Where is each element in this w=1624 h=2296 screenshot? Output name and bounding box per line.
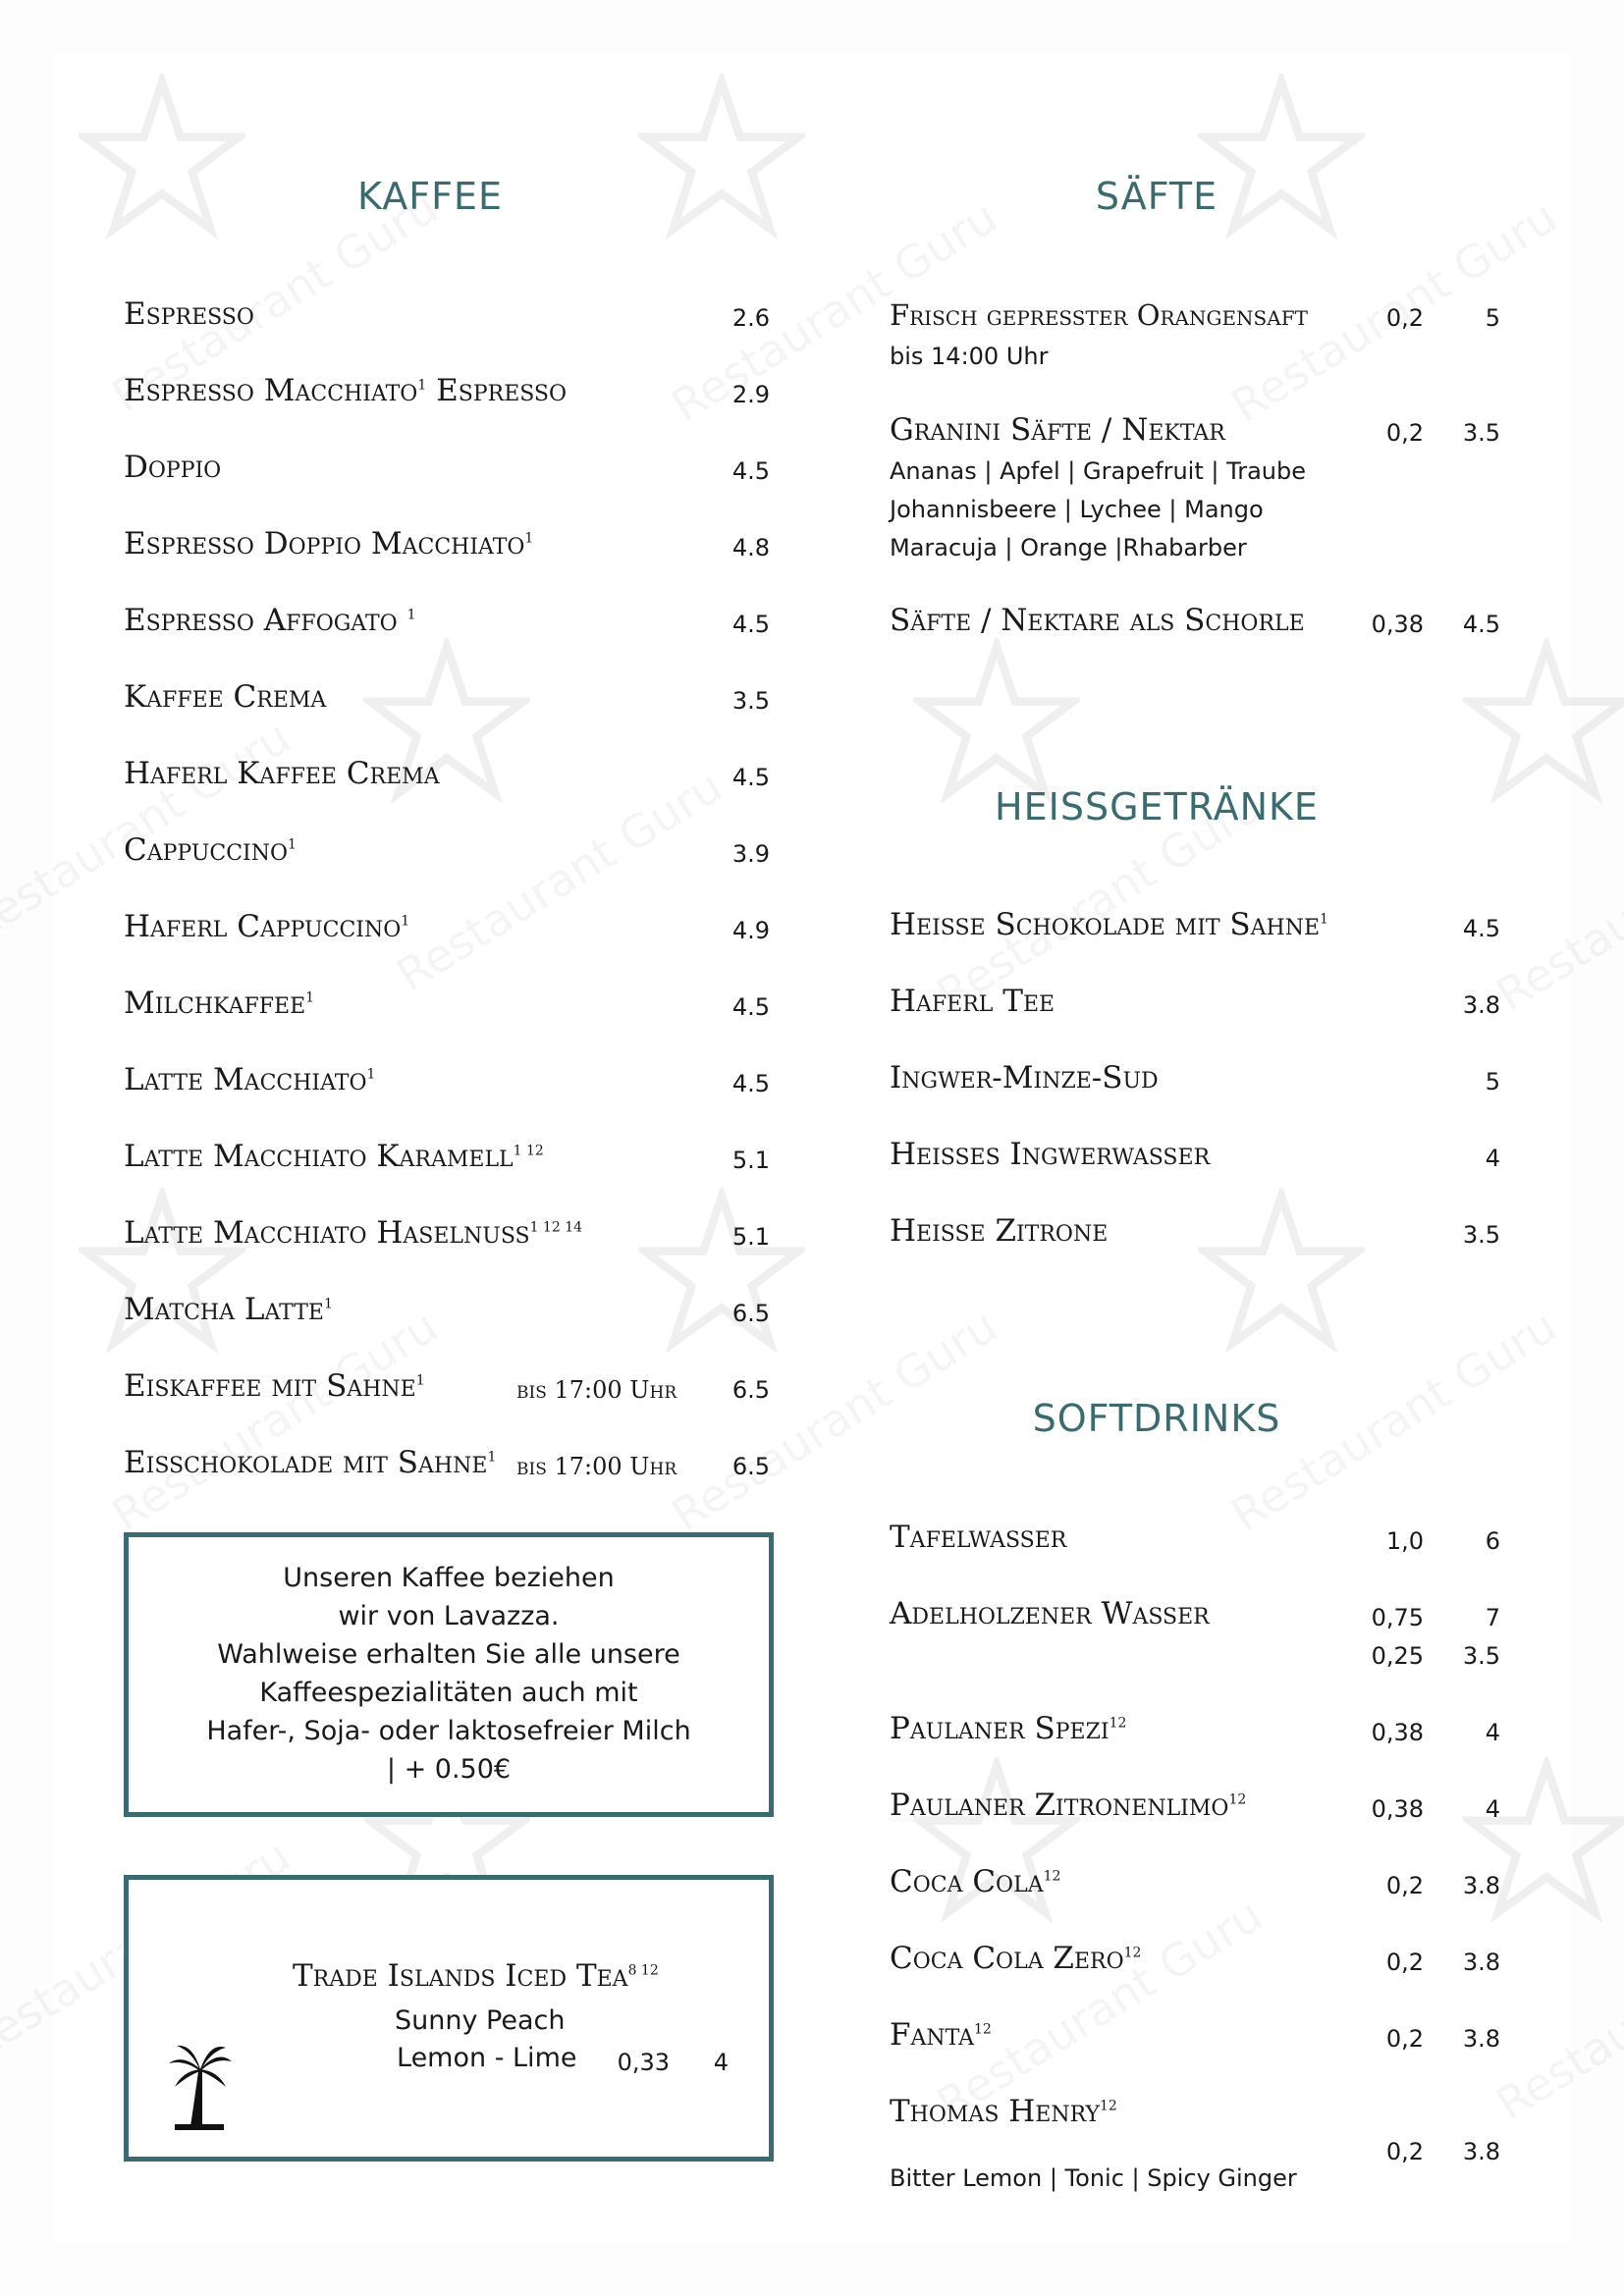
item-price: 4.5 bbox=[731, 611, 770, 638]
item-price: 7 bbox=[1485, 1604, 1500, 1631]
item-name: Espresso Doppio Macchiato$^1$ bbox=[124, 526, 534, 561]
item-name: Coca Cola$^{12}$ bbox=[890, 1864, 1061, 1899]
item-name: Latte Macchiato Karamell$^{1 12}$ bbox=[124, 1139, 544, 1174]
item-desc: Bitter Lemon | Tonic | Spicy Ginger bbox=[890, 2164, 1297, 2192]
item-size: 0,2 bbox=[1385, 2025, 1424, 2053]
item-name: Haferl Tee bbox=[890, 984, 1056, 1019]
item-name: Espresso bbox=[124, 296, 254, 332]
item-name: Eisschokolade mit Sahne$^1$ bbox=[124, 1445, 497, 1480]
item-name: Paulaner Zitronenlimo$^{12}$ bbox=[890, 1788, 1247, 1823]
item-size: 1,0 bbox=[1385, 1527, 1424, 1555]
item-price: 4.5 bbox=[1462, 611, 1500, 638]
item-price: 5.1 bbox=[731, 1223, 770, 1251]
iced-tea-size: 0,33 bbox=[617, 2049, 670, 2076]
item-name: Thomas Henry$^{12}$ bbox=[890, 2094, 1117, 2129]
item-price: 4.9 bbox=[731, 917, 770, 944]
item-price: 2.9 bbox=[731, 381, 770, 408]
item-name: Kaffee Crema bbox=[124, 679, 327, 715]
item-price: 6.5 bbox=[731, 1376, 770, 1404]
item-price: 3.5 bbox=[1462, 1642, 1500, 1670]
item-price: 4.5 bbox=[731, 764, 770, 791]
info-line: | + 0.50€ bbox=[386, 1754, 512, 1785]
info-line: Wahlweise erhalten Sie alle unsere bbox=[217, 1639, 680, 1670]
item-price: 4.5 bbox=[731, 1070, 770, 1097]
item-note: bis 17:00 Uhr bbox=[516, 1376, 677, 1404]
item-name: Matcha Latte$^1$ bbox=[124, 1292, 333, 1327]
kaffee-title: KAFFEE bbox=[357, 175, 503, 218]
item-size: 0,38 bbox=[1371, 1795, 1424, 1823]
item-price: 3.8 bbox=[1462, 991, 1500, 1019]
item-name: Espresso Affogato $^1$ bbox=[124, 603, 416, 638]
iced-tea-flavor: Lemon - Lime bbox=[397, 2043, 577, 2073]
item-size: 0,38 bbox=[1371, 611, 1424, 638]
palm-tree-icon bbox=[169, 2042, 232, 2130]
item-price: 3.5 bbox=[1462, 1221, 1500, 1249]
item-price: 5.1 bbox=[731, 1147, 770, 1174]
iced-tea-price: 4 bbox=[713, 2049, 729, 2076]
soft-title: SOFTDRINKS bbox=[1032, 1397, 1281, 1440]
item-size: 0,75 bbox=[1371, 1604, 1424, 1631]
info-line: Hafer-, Soja- oder laktosefreier Milch bbox=[206, 1716, 691, 1746]
item-desc: Maracuja | Orange |Rhabarber bbox=[890, 534, 1247, 561]
lavazza-info-text bbox=[134, 1559, 764, 1789]
item-size: 0,2 bbox=[1385, 1872, 1424, 1899]
item-name: Coca Cola Zero$^{12}$ bbox=[890, 1941, 1142, 1976]
item-price: 2.6 bbox=[731, 304, 770, 332]
heiss-title: HEISSGETRÄNKE bbox=[995, 785, 1319, 828]
item-name: Doppio bbox=[124, 450, 222, 485]
item-name: Latte Macchiato Haselnuss$^{1 12 14}$ bbox=[124, 1215, 583, 1251]
item-price: 3.8 bbox=[1462, 2138, 1500, 2165]
item-price: 5 bbox=[1485, 304, 1500, 332]
item-name: Milchkaffee$^1$ bbox=[124, 986, 315, 1021]
item-price: 4 bbox=[1485, 1145, 1500, 1172]
info-line: Unseren Kaffee beziehen bbox=[283, 1563, 615, 1593]
item-name: Tafelwasser bbox=[890, 1520, 1067, 1555]
watermark-star-icon bbox=[1198, 1188, 1365, 1355]
item-name: Heisses Ingwerwasser bbox=[890, 1137, 1211, 1172]
item-desc: bis 14:00 Uhr bbox=[890, 343, 1049, 370]
item-name: Granini Säfte / Nektar bbox=[890, 412, 1225, 448]
item-price: 4.5 bbox=[731, 457, 770, 485]
item-name: Haferl Cappuccino$^1$ bbox=[124, 909, 410, 944]
item-size: 0,2 bbox=[1385, 304, 1424, 332]
item-name: Cappuccino$^1$ bbox=[124, 832, 297, 868]
watermark-star-icon bbox=[913, 638, 1080, 805]
item-price: 4 bbox=[1485, 1719, 1500, 1746]
iced-tea-flavor: Sunny Peach bbox=[395, 2005, 566, 2036]
item-name: Frisch gepresster Orangensaft bbox=[890, 298, 1308, 332]
watermark-star-icon bbox=[638, 1188, 805, 1355]
item-price: 3.5 bbox=[1462, 419, 1500, 447]
item-name: Fanta$^{12}$ bbox=[890, 2017, 992, 2053]
item-name: Heisse Zitrone bbox=[890, 1213, 1109, 1249]
item-size: 0,25 bbox=[1371, 1642, 1424, 1670]
item-name: Haferl Kaffee Crema bbox=[124, 756, 440, 791]
item-price: 3.8 bbox=[1462, 2025, 1500, 2053]
item-price: 4.8 bbox=[731, 534, 770, 561]
item-size: 0,2 bbox=[1385, 1949, 1424, 1976]
item-size: 0,38 bbox=[1371, 1719, 1424, 1746]
item-name: Paulaner Spezi$^{12}$ bbox=[890, 1711, 1127, 1746]
item-size: 0,2 bbox=[1385, 419, 1424, 447]
item-price: 3.8 bbox=[1462, 1949, 1500, 1976]
watermark-star-icon bbox=[1463, 638, 1624, 805]
item-note: bis 17:00 Uhr bbox=[516, 1453, 677, 1480]
item-price: 4.5 bbox=[1462, 915, 1500, 942]
item-name: Eiskaffee mit Sahne$^1$ bbox=[124, 1368, 425, 1404]
item-name: Adelholzener Wasser bbox=[890, 1596, 1210, 1631]
watermark-star-icon bbox=[638, 74, 805, 240]
item-price: 4.5 bbox=[731, 993, 770, 1021]
item-name: Heisse Schokolade mit Sahne$^1$ bbox=[890, 907, 1328, 942]
watermark-star-icon bbox=[79, 1188, 245, 1355]
item-price: 5 bbox=[1485, 1068, 1500, 1095]
item-price: 3.8 bbox=[1462, 1872, 1500, 1899]
item-desc: Ananas | Apfel | Grapefruit | Traube bbox=[890, 457, 1307, 485]
iced-tea-name: Trade Islands Iced Tea$^{8 12}$ bbox=[293, 1958, 659, 1994]
item-size: 0,2 bbox=[1385, 2138, 1424, 2165]
item-price: 3.5 bbox=[731, 687, 770, 715]
item-name: Espresso Macchiato$^1$ Espresso bbox=[124, 373, 568, 408]
item-price: 6.5 bbox=[731, 1300, 770, 1327]
item-price: 6 bbox=[1485, 1527, 1500, 1555]
watermark-star-icon bbox=[79, 74, 245, 240]
item-name: Ingwer-Minze-Sud bbox=[890, 1060, 1159, 1095]
item-price: 4 bbox=[1485, 1795, 1500, 1823]
saefte-title: SÄFTE bbox=[1095, 175, 1218, 218]
item-desc: Johannisbeere | Lychee | Mango bbox=[890, 496, 1264, 523]
item-price: 3.9 bbox=[731, 840, 770, 868]
item-name: Latte Macchiato$^1$ bbox=[124, 1062, 376, 1097]
item-price: 6.5 bbox=[731, 1453, 770, 1480]
info-line: wir von Lavazza. bbox=[338, 1601, 560, 1631]
info-line: Kaffeespezialitäten auch mit bbox=[259, 1678, 638, 1708]
item-name: Säfte / Nektare als Schorle bbox=[890, 603, 1305, 638]
